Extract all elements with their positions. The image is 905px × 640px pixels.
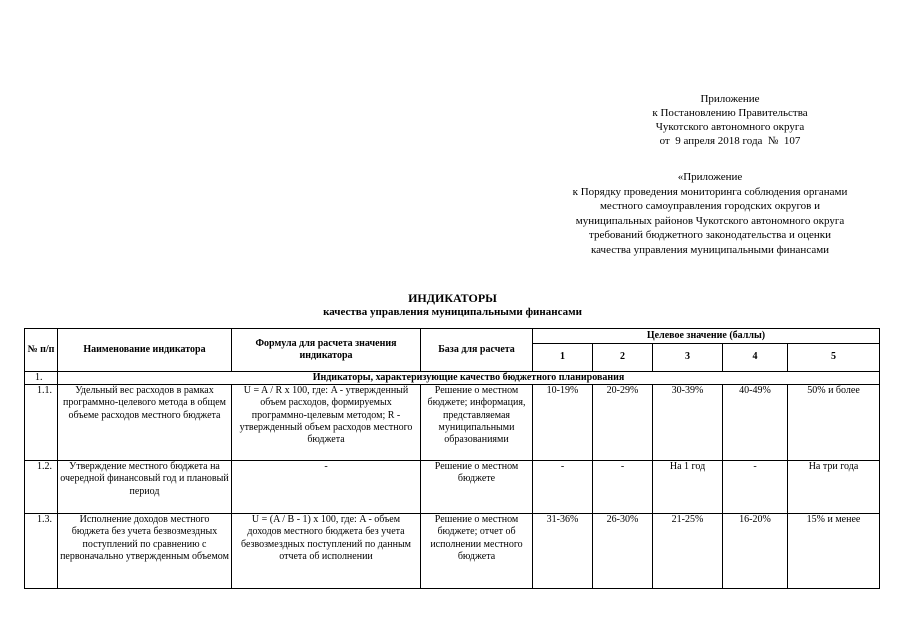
table-row <box>25 514 880 589</box>
appendix-procedure-line: требований бюджетного законодательства и оценки <box>589 229 831 241</box>
indicators-table <box>24 328 880 589</box>
row-num: 1.1. <box>25 385 58 461</box>
row-score-1: - <box>533 461 593 514</box>
appendix-line: Приложение <box>700 93 760 105</box>
appendix-line: от 9 апреля 2018 года № 107 <box>659 135 801 147</box>
appendix-block <box>480 92 905 148</box>
row-score-1: 10-19% <box>533 385 593 461</box>
appendix-line: Чукотского автономного округа <box>655 121 805 133</box>
document-subtitle: качества управления муниципальными финансами <box>323 306 582 318</box>
appendix-procedure-line: «Приложение <box>677 171 743 183</box>
appendix-procedure-block <box>480 170 905 257</box>
row-score-5: 15% и менее <box>788 514 880 589</box>
header-score-4: 4 <box>723 344 788 372</box>
row-score-3: На 1 год <box>653 461 723 514</box>
header-base: База для расчета <box>421 329 533 372</box>
row-formula: - <box>232 461 421 514</box>
row-num: 1.3. <box>25 514 58 589</box>
row-num: 1.2. <box>25 461 58 514</box>
table-row <box>25 385 880 461</box>
row-score-4: - <box>723 461 788 514</box>
section-num: 1. <box>25 372 58 385</box>
row-score-4: 40-49% <box>723 385 788 461</box>
appendix-line: к Постановлению Правительства <box>652 107 808 119</box>
row-indicator-name: Удельный вес расходов в рамках программно-целевого метода в общем объеме расходов местного бюджета <box>58 385 232 461</box>
row-score-3: 30-39% <box>653 385 723 461</box>
header-name: Наименование индикатора <box>58 329 232 372</box>
row-score-5: 50% и более <box>788 385 880 461</box>
row-formula: U = (A / B - 1) x 100, где: A - объем доходов местного бюджета без учета безвозмездных поступлений по данным отчета об исполнении <box>232 514 421 589</box>
row-indicator-name: Исполнение доходов местного бюджета без учета безвозмездных поступлений по сравнению с первоначально утвержденным объемом <box>58 514 232 589</box>
header-formula: Формула для расчета значения индикатора <box>232 329 421 372</box>
table-row <box>25 461 880 514</box>
header-score-2: 2 <box>593 344 653 372</box>
row-score-5: На три года <box>788 461 880 514</box>
header-target-value: Целевое значение (баллы) <box>533 329 880 344</box>
row-score-2: - <box>593 461 653 514</box>
appendix-procedure-line: местного самоуправления городских округов и <box>599 200 821 212</box>
row-score-4: 16-20% <box>723 514 788 589</box>
header-score-3: 3 <box>653 344 723 372</box>
row-formula: U = A / R x 100, где: A - утвержденный объем расходов, формируемых программно-целевым методом; R - утвержденный объем расходов местного бюджета <box>232 385 421 461</box>
row-score-1: 31-36% <box>533 514 593 589</box>
row-score-2: 20-29% <box>593 385 653 461</box>
document-title: ИНДИКАТОРЫ <box>408 291 497 305</box>
appendix-procedure-line: к Порядку проведения мониторинга соблюдения органами <box>572 185 848 198</box>
row-base: Решение о местном бюджете; отчет об исполнении местного бюджета <box>421 514 533 589</box>
header-score-5: 5 <box>788 344 880 372</box>
header-score-1: 1 <box>533 344 593 372</box>
row-indicator-name: Утверждение местного бюджета на очередной финансовый год и плановый период <box>58 461 232 514</box>
row-base: Решение о местном бюджете <box>421 461 533 514</box>
appendix-procedure-line: муниципальных районов Чукотского автономного округа <box>575 214 845 227</box>
section-title: Индикаторы, характеризующие качество бюджетного планирования <box>58 372 880 385</box>
row-base: Решение о местном бюджете; информация, представляемая муниципальными образованиями <box>421 385 533 461</box>
row-score-3: 21-25% <box>653 514 723 589</box>
header-num: № п/п <box>25 329 58 372</box>
section-row <box>25 372 880 385</box>
row-score-2: 26-30% <box>593 514 653 589</box>
appendix-procedure-line: качества управления муниципальными финансами <box>590 243 830 256</box>
